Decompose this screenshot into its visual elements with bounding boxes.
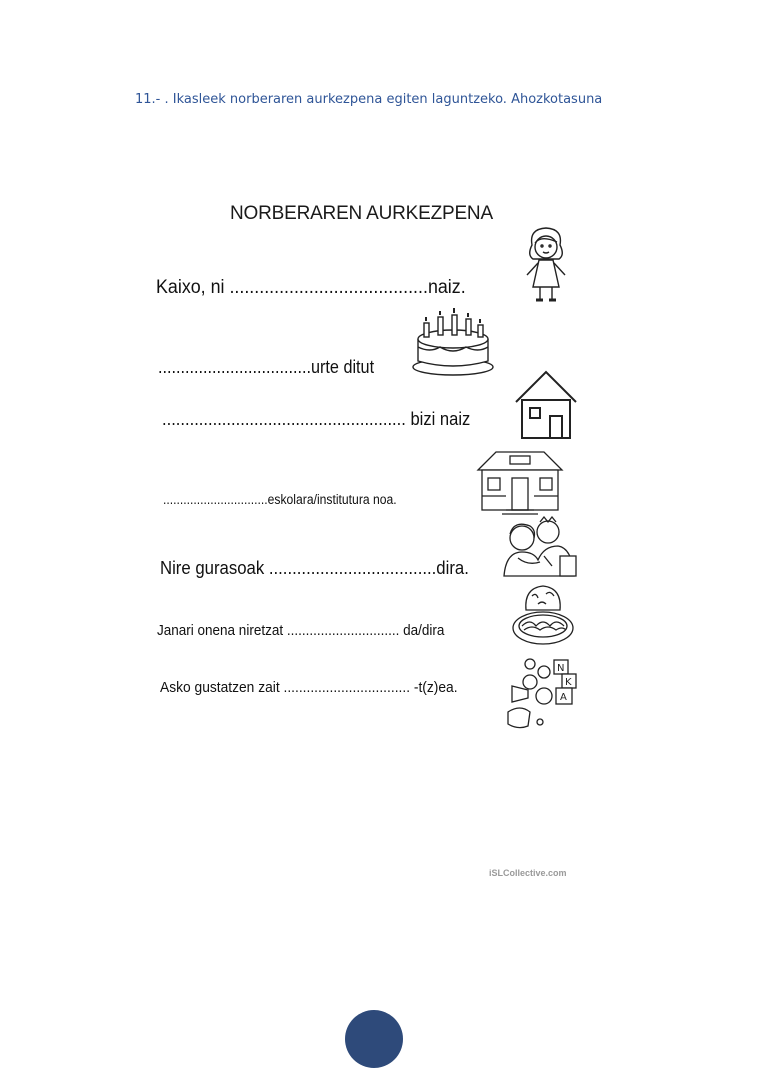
- page-marker-circle: [345, 1010, 403, 1068]
- house-icon: [512, 368, 580, 442]
- worksheet-line-age: ..................................urte ditut: [158, 357, 375, 377]
- food-plate-icon: [510, 582, 576, 648]
- worksheet-line-school: ...............................eskolara/institutura noa.: [163, 492, 397, 507]
- worksheet-line-hobby: Asko gustatzen zait ................................. -t(z)ea.: [160, 679, 458, 696]
- birthday-cake-icon: [410, 305, 496, 377]
- svg-text:N: N: [557, 663, 565, 674]
- svg-text:A: A: [560, 692, 567, 703]
- worksheet-line-residence: ..................................................... bizi naiz: [162, 409, 471, 429]
- parents-icon: [500, 516, 578, 578]
- worksheet-line-name: Kaixo, ni ........................................naiz.: [156, 277, 466, 298]
- worksheet-title: NORBERAREN AURKEZPENA: [230, 203, 493, 224]
- worksheet-line-parents: Nire gurasoak ....................................dira.: [160, 558, 469, 578]
- worksheet-line-food: Janari onena niretzat .............................. da/dira: [157, 622, 445, 639]
- school-icon: [476, 448, 564, 516]
- girl-icon: [515, 225, 577, 307]
- document-header: 11.- . Ikasleek norberaren aurkezpena egiten laguntzeko. Ahozkotasuna: [135, 92, 603, 107]
- watermark: iSLCollective.com: [489, 868, 567, 878]
- svg-text:K: K: [565, 677, 572, 688]
- toys-icon: [500, 652, 580, 732]
